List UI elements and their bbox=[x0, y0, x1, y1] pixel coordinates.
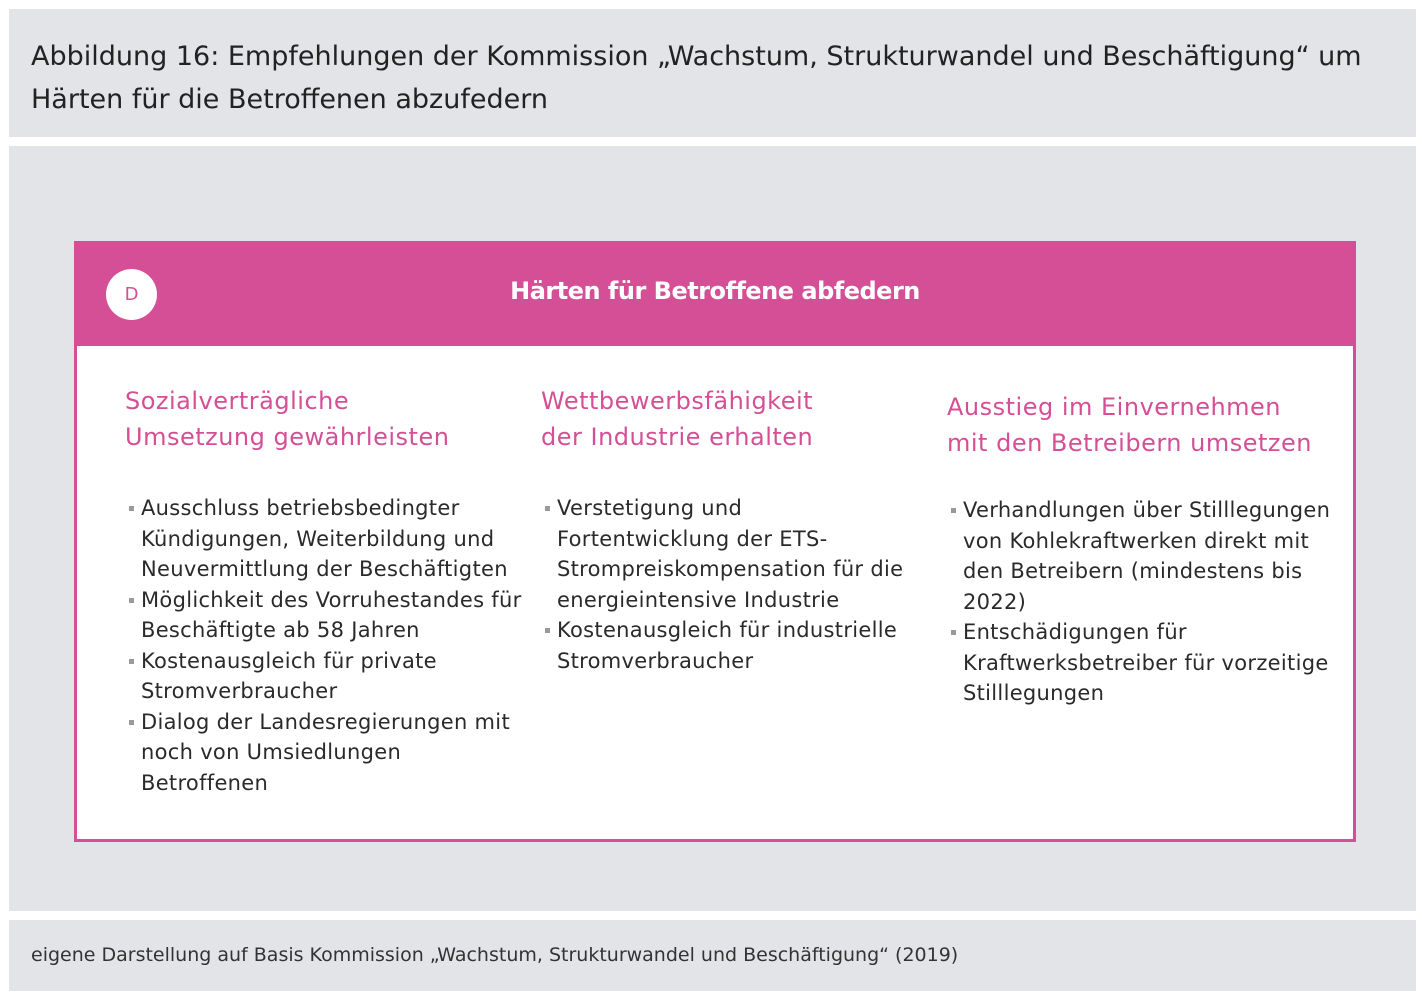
list-item-text: Ausschluss betriebsbedingter Kündigungen, Weiterbildung und Neuvermittlung der Beschäftigten bbox=[141, 496, 508, 581]
bullet-list bbox=[125, 493, 525, 798]
panel-header bbox=[77, 244, 1353, 346]
bullet-icon bbox=[129, 598, 134, 603]
bullet-icon bbox=[129, 659, 134, 664]
list-item-text: Verhandlungen über Stilllegungen von Kohlekraftwerken direkt mit den Betreibern (mindestens bis 2022) bbox=[963, 498, 1331, 614]
column-social bbox=[125, 383, 525, 798]
column-operators bbox=[947, 389, 1347, 709]
column-industry bbox=[541, 383, 921, 676]
panel-title: Härten für Betroffene abfedern bbox=[510, 277, 920, 305]
list-item bbox=[125, 646, 525, 707]
bullet-list bbox=[541, 493, 921, 676]
source-band bbox=[9, 920, 1416, 991]
bullet-icon bbox=[129, 720, 134, 725]
list-item-text: Möglichkeit des Vorruhestandes für Beschäftigte ab 58 Jahren bbox=[141, 587, 522, 642]
list-item bbox=[947, 617, 1347, 709]
list-item-text: Entschädigungen für Kraftwerksbetreiber für vorzeitige Stilllegungen bbox=[963, 620, 1329, 705]
column-heading bbox=[125, 383, 525, 455]
title-band bbox=[9, 9, 1416, 137]
list-item bbox=[125, 493, 525, 585]
column-heading-line: Umsetzung gewährleisten bbox=[125, 423, 450, 451]
column-heading bbox=[947, 389, 1347, 461]
source-note: eigene Darstellung auf Basis Kommission „Wachstum, Strukturwandel und Beschäftigung“ (2019) bbox=[31, 944, 959, 966]
bullet-icon bbox=[545, 506, 550, 511]
list-item bbox=[947, 495, 1347, 617]
recommendation-panel bbox=[74, 241, 1356, 842]
list-item bbox=[541, 615, 921, 676]
list-item bbox=[125, 707, 525, 799]
list-item-text: Kostenausgleich für private Stromverbraucher bbox=[141, 648, 437, 703]
bullet-icon bbox=[545, 628, 550, 633]
column-heading-line: Sozialverträgliche bbox=[125, 387, 350, 415]
list-item-text: Verstetigung und Fortentwicklung der ETS-Strompreiskompensation für die energieintensive Industrie bbox=[557, 496, 904, 612]
figure-title: Abbildung 16: Empfehlungen der Kommission „Wachstum, Strukturwandel und Beschäftigung“ um Härten für die Betroffenen abzufedern bbox=[31, 41, 1362, 115]
bullet-icon bbox=[951, 508, 956, 513]
bullet-icon bbox=[951, 630, 956, 635]
column-heading-line: mit den Betreibern umsetzen bbox=[947, 429, 1312, 457]
column-heading-line: Wettbewerbsfähigkeit bbox=[541, 387, 814, 415]
list-item bbox=[125, 585, 525, 646]
bullet-list bbox=[947, 495, 1347, 709]
bullet-icon bbox=[129, 506, 134, 511]
list-item-text: Kostenausgleich für industrielle Stromverbraucher bbox=[557, 618, 898, 673]
column-heading-line: der Industrie erhalten bbox=[541, 423, 814, 451]
column-heading bbox=[541, 383, 921, 455]
list-item bbox=[541, 493, 921, 615]
panel-badge: D bbox=[106, 269, 157, 320]
column-heading-line: Ausstieg im Einvernehmen bbox=[947, 393, 1282, 421]
list-item-text: Dialog der Landesregierungen mit noch von Umsiedlungen Betroffenen bbox=[141, 709, 510, 795]
